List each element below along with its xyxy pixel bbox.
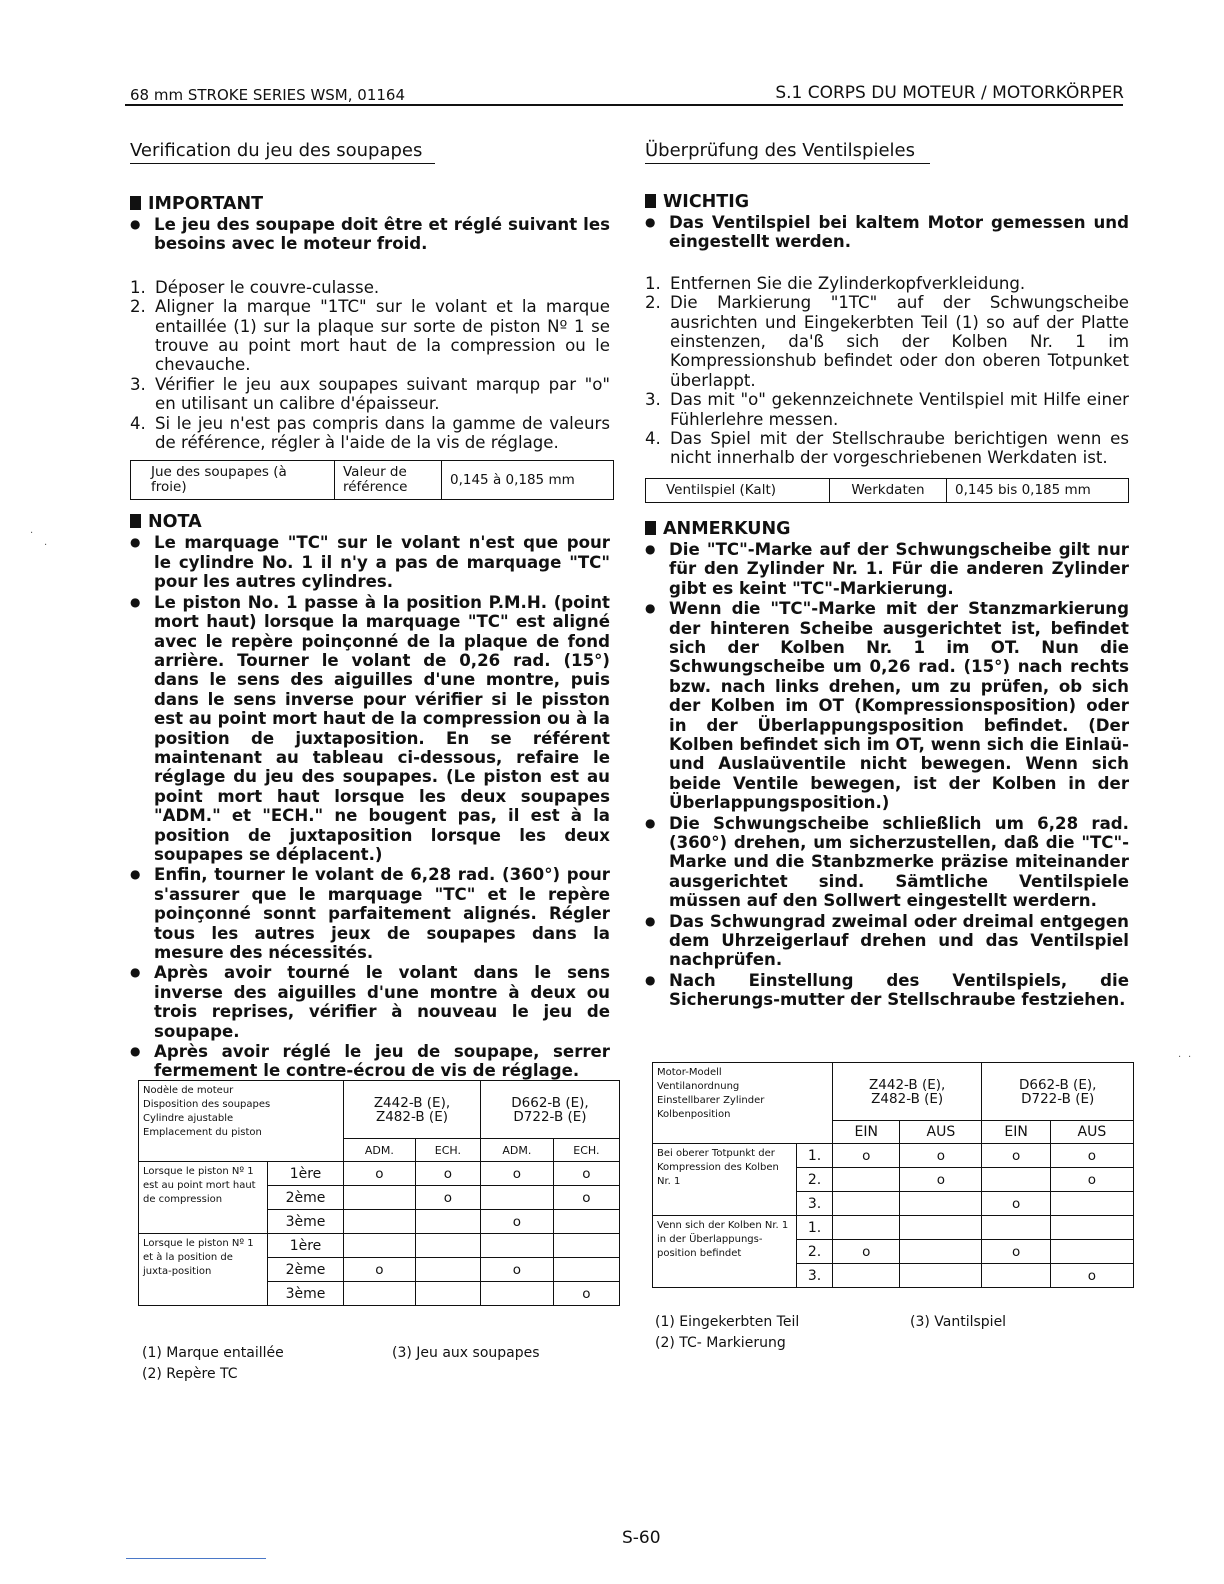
square-bullet-icon — [645, 521, 656, 535]
table-cell: o — [480, 1210, 553, 1234]
table-cell — [1050, 1216, 1133, 1240]
exhaust-header: ECH. — [415, 1139, 480, 1162]
position-cell: 1. — [797, 1216, 833, 1240]
table-cell — [900, 1216, 982, 1240]
table-cell: o — [415, 1186, 480, 1210]
table-cell: o — [1050, 1144, 1133, 1168]
french-steps — [130, 278, 610, 453]
table-cell: o — [982, 1192, 1050, 1216]
position-cell: 1. — [797, 1144, 833, 1168]
table-cell — [982, 1168, 1050, 1192]
table-cell: o — [553, 1282, 619, 1306]
position-cell: 2ème — [268, 1186, 344, 1210]
spec-value: 0,145 à 0,185 mm — [442, 461, 614, 500]
french-step: 4. Si le jeu n'est pas compris dans la gamme de valeurs de référence, régler à l'aide de la vis de réglage. — [130, 413, 610, 453]
square-bullet-icon — [645, 194, 656, 208]
table-cell: o — [1050, 1264, 1133, 1288]
legend-item: (2) Repère TC — [142, 1366, 238, 1382]
german-important-item: ● Das Ventilspiel bei kaltem Motor gemessen und eingestellt werden. — [645, 213, 1129, 252]
scan-mark: · — [44, 540, 48, 551]
german-note-item: ● Das Schwungrad zweimal oder dreimal entgegen dem Uhrzeigerlauf drehen und das Ventilspiel nachprüfen. — [645, 912, 1129, 970]
exhaust-header: AUS — [1050, 1121, 1133, 1144]
table-cell: o — [833, 1144, 900, 1168]
legend-item: (1) Marque entaillée — [142, 1345, 284, 1361]
spec-value: 0,145 bis 0,185 mm — [947, 478, 1129, 502]
table-cell — [833, 1216, 900, 1240]
position-cell: 3ème — [268, 1210, 344, 1234]
table-cell — [553, 1258, 619, 1282]
german-note-item: ● Wenn die "TC"-Marke mit der Stanzmarkierung der hinteren Scheibe ausgerichtet ist, befindet sich der Kolben Nr. 1 im OT. Nun die Schwungscheibe um 0,26 rad. (15°) nach rechts bzw. nach links drehen, um zu prüfen, ob sich der Kolben im OT (Kompressionsposition) oder in der Überlappungsposition befindet. (Der Kolben befindet sich im OT, wenn sich die Einlaü-und Auslaüventile nicht bewegen. Wenn sich beide Ventile bewegen, ist der Kolben in der Überlappungsposition.) — [645, 599, 1129, 812]
french-clearance-table — [138, 1080, 620, 1306]
header-rule — [125, 104, 1123, 106]
french-note-heading: NOTA — [130, 512, 610, 532]
german-note-heading: ANMERKUNG — [645, 519, 1129, 539]
table-cell — [833, 1264, 900, 1288]
german-step: 3. Das mit "o" gekennzeichnete Ventilspiel mit Hilfe einer Fühlerlehre messen. — [645, 390, 1129, 429]
german-step: 4. Das Spiel mit der Stellschraube berichtigen wenn es nicht innerhalb der vorgeschriebenen Werkdaten ist. — [645, 429, 1129, 468]
group-label: Lorsque le piston Nº 1 est au point mort haut de compression — [139, 1162, 268, 1234]
french-important-heading: IMPORTANT — [130, 194, 610, 214]
french-note-item: ● Enfin, tourner le volant de 6,28 rad. (360°) pour s'assurer que le marquage "TC" et le repère poinçonné sonnt parfaitement alignés. Régler tous les autres jeux de soupapes dans la mesure des nécessités. — [130, 865, 610, 962]
table-cell — [900, 1192, 982, 1216]
table-cell — [415, 1234, 480, 1258]
table-cell: o — [1050, 1168, 1133, 1192]
french-step: 2. Aligner la marque "1TC" sur le volant et la marque entaillée (1) sur la plaque sur sorte de piston Nº 1 se trouve au point mort haut de la compression ou le chevauche. — [130, 297, 610, 375]
model-group-1: Z442-B (E), Z482-B (E) — [833, 1063, 982, 1121]
table-cell: o — [553, 1186, 619, 1210]
legend-item: (1) Eingekerbten Teil — [655, 1314, 800, 1330]
french-important-item: ● Le jeu des soupape doit être et réglé suivant les besoins avec le moteur froid. — [130, 215, 610, 254]
table-cell — [982, 1216, 1050, 1240]
position-cell: 2. — [797, 1240, 833, 1264]
legend-item: (2) TC- Markierung — [655, 1335, 786, 1351]
position-cell: 1ère — [268, 1234, 344, 1258]
position-cell: 3. — [797, 1192, 833, 1216]
table-cell — [480, 1186, 553, 1210]
intake-header: EIN — [833, 1121, 900, 1144]
position-cell: 3ème — [268, 1282, 344, 1306]
german-steps — [645, 274, 1129, 468]
table-cell: o — [982, 1240, 1050, 1264]
exhaust-header: AUS — [900, 1121, 982, 1144]
legend-item: (3) Jeu aux soupapes — [392, 1345, 540, 1361]
table-cell: o — [344, 1258, 416, 1282]
german-step: 1. Entfernen Sie die Zylinderkopfverkleidung. — [645, 273, 1026, 293]
square-bullet-icon — [130, 514, 141, 528]
table-label: Nodèle de moteur Disposition des soupapes Cylindre ajustable Emplacement du piston — [139, 1081, 344, 1162]
french-title: Verification du jeu des soupapes — [130, 140, 435, 164]
table-cell — [415, 1258, 480, 1282]
german-important-heading: WICHTIG — [645, 192, 1129, 212]
table-cell: o — [480, 1258, 553, 1282]
german-column — [645, 140, 1129, 1010]
table-cell: o — [480, 1162, 553, 1186]
table-cell: o — [415, 1162, 480, 1186]
intake-header: ADM. — [480, 1139, 553, 1162]
french-spec-table — [130, 460, 614, 500]
table-label: Motor-Modell Ventilanordnung Einstellbarer Zylinder Kolbenposition — [653, 1063, 833, 1144]
french-step: 1. Déposer le couvre-culasse. — [130, 277, 380, 297]
table-cell — [1050, 1240, 1133, 1264]
exhaust-header: ECH. — [553, 1139, 619, 1162]
german-clearance-table — [652, 1062, 1134, 1288]
legend-item: (3) Vantilspiel — [910, 1314, 1007, 1330]
german-step: 2. Die Markierung "1TC" auf der Schwungscheibe ausrichten und Eingekerbten Teil (1) so auf der Platte einstenzen, da'ß sich der Kolben Nr. 1 im Kompressionshub befindet oder don oberen Totpunket überlappt. — [645, 293, 1129, 390]
table-cell — [553, 1234, 619, 1258]
position-cell: 3. — [797, 1264, 833, 1288]
square-bullet-icon — [130, 196, 141, 210]
table-cell — [900, 1264, 982, 1288]
intake-header: EIN — [982, 1121, 1050, 1144]
german-note-item: ● Die Schwungscheibe schließlich um 6,28 rad. (360°) drehen, um sicherzustellen, daß die "TC"-Marke und die Stanbzmerke präzise miteinander ausgerichtet sind. Sämtliche Ventilspiele müssen auf den Sollwert eingestellt werdern. — [645, 814, 1129, 911]
position-cell: 2ème — [268, 1258, 344, 1282]
group-label: Bei oberer Totpunkt der Kompression des Kolben Nr. 1 — [653, 1144, 797, 1216]
group-label: Lorsque le piston Nº 1 et à la position de juxta-position — [139, 1234, 268, 1306]
table-cell — [480, 1234, 553, 1258]
table-cell — [415, 1282, 480, 1306]
french-note-item: ● Après avoir réglé le jeu de soupape, serrer fermement le contre-écrou de vis de réglage. — [130, 1042, 610, 1081]
table-cell: o — [900, 1144, 982, 1168]
table-cell — [344, 1210, 416, 1234]
french-column — [130, 140, 610, 1081]
french-note-item: ● Le piston No. 1 passe à la position P.M.H. (point mort haut) lorsque la marquage "TC" est aligné avec le repère poinçonné de la plaque de fond arrière. Tourner le volant de 0,26 rad. (15°) dans le sens des aiguilles d'une montre, puis dans le sens inverse pour vérifier si le pisston est au point mort haut de la compression ou à la position de juxtaposition. En se référent maintenant au tableau ci-dessous, refaire le réglage du jeu des soupapes. (Le piston est au point mort haut lorsque les deux soupapes "ADM." et "ECH." ne bougent pas, il est à la position de juxtaposition lorsque les deux soupapes se déplacent.) — [130, 593, 610, 865]
table-cell — [833, 1192, 900, 1216]
header-right: S.1 CORPS DU MOTEUR / MOTORKÖRPER — [775, 83, 1124, 103]
table-cell — [833, 1168, 900, 1192]
page-number: S-60 — [622, 1528, 661, 1548]
table-cell: o — [833, 1240, 900, 1264]
french-legend — [142, 1343, 540, 1385]
header-left: 68 mm STROKE SERIES WSM, 01164 — [130, 86, 406, 104]
table-cell — [553, 1210, 619, 1234]
german-note-item: ● Die "TC"-Marke auf der Schwungscheibe gilt nur für den Zylinder Nr. 1. Für die anderen Zylinder gibt es keint "TC"-Markierung. — [645, 540, 1129, 598]
table-cell — [344, 1282, 416, 1306]
position-cell: 2. — [797, 1168, 833, 1192]
group-label: Venn sich der Kolben Nr. 1 in der Überlappungs-position befindet — [653, 1216, 797, 1288]
table-cell: o — [553, 1162, 619, 1186]
scan-mark: · — [30, 528, 34, 539]
table-cell: o — [900, 1168, 982, 1192]
table-cell — [982, 1264, 1050, 1288]
french-note-item: ● Après avoir tourné le volant dans le sens inverse des aiguilles d'une montre à deux ou trois reprises, vérifier à nouveau le jeu de soupape. — [130, 963, 610, 1041]
spec-label: Ventilspiel (Kalt) — [646, 478, 830, 502]
french-note-item: ● Le marquage "TC" sur le volant n'est que pour le cylindre No. 1 il n'y a pas de marquage "TC" pour les autres cylindres. — [130, 533, 610, 591]
position-cell: 1ère — [268, 1162, 344, 1186]
model-group-1: Z442-B (E), Z482-B (E) — [344, 1081, 481, 1139]
french-step: 3. Vérifier le jeu aux soupapes suivant marqup par "o" en utilisant un calibre d'épaisseur. — [130, 374, 610, 414]
bottom-rule — [126, 1558, 266, 1559]
spec-label: Jue des soupapes (à froie) — [131, 461, 335, 500]
table-cell — [480, 1282, 553, 1306]
table-cell: o — [344, 1162, 416, 1186]
model-group-2: D662-B (E), D722-B (E) — [982, 1063, 1134, 1121]
scan-mark: · — [1178, 1052, 1182, 1063]
scan-mark: · — [1188, 1052, 1192, 1063]
table-cell — [415, 1210, 480, 1234]
german-spec-table — [645, 478, 1129, 503]
spec-ref: Werkdaten — [830, 478, 947, 502]
table-cell — [344, 1234, 416, 1258]
german-title: Überprüfung des Ventilspieles — [645, 140, 930, 164]
model-group-2: D662-B (E), D722-B (E) — [480, 1081, 619, 1139]
table-cell — [344, 1186, 416, 1210]
german-legend — [655, 1312, 1006, 1354]
table-cell — [1050, 1192, 1133, 1216]
table-cell — [900, 1240, 982, 1264]
spec-ref: Valeur de référence — [335, 461, 442, 500]
intake-header: ADM. — [344, 1139, 416, 1162]
german-note-item: ● Nach Einstellung des Ventilspiels, die Sicherungs-mutter der Stellschraube festziehen. — [645, 971, 1129, 1010]
table-cell: o — [982, 1144, 1050, 1168]
